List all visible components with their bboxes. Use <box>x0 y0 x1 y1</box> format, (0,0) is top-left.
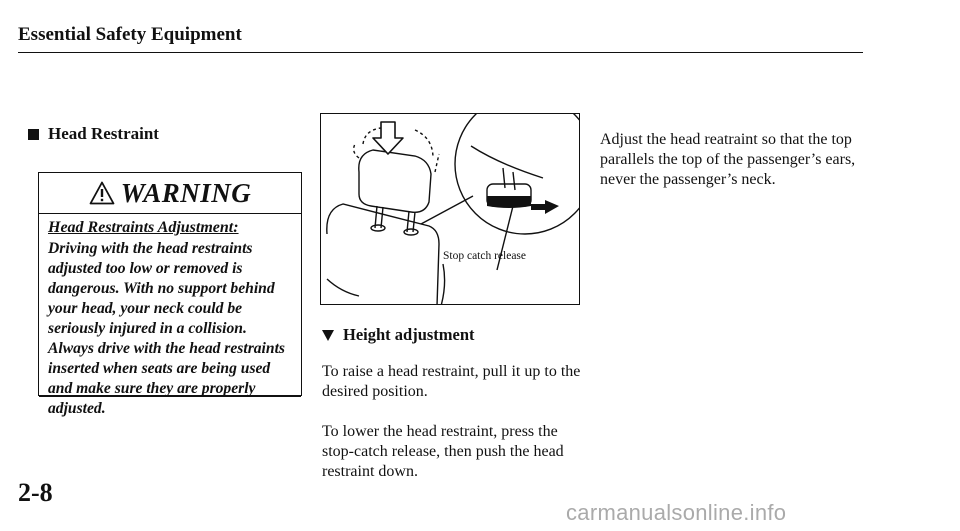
square-bullet-icon <box>28 129 39 140</box>
watermark: carmanualsonline.info <box>566 500 787 525</box>
warning-bottom-rule <box>39 396 301 397</box>
page-header-title: Essential Safety Equipment <box>18 24 242 45</box>
triangle-bullet-icon <box>322 330 334 341</box>
warning-text: Driving with the head restraints adjusted too low or removed is dangerous. With no support behind your head, your neck could be seriously injured in a collision. Always drive with the head restraints inserted when seats are being used and make sure they are properly adjusted. <box>48 240 285 417</box>
lower-instruction: To lower the head restraint, press the stop-catch release, then push the head restraint down. <box>322 423 564 480</box>
warning-triangle-icon <box>89 181 115 205</box>
warning-heading: Head Restraints Adjustment: <box>48 219 239 236</box>
head-restraint-illustration <box>320 113 580 305</box>
warning-title: WARNING <box>120 177 252 208</box>
height-adjustment-label: Height adjustment <box>343 325 475 344</box>
header-divider <box>18 52 863 53</box>
section-heading <box>18 124 159 144</box>
warning-title-row <box>39 173 301 214</box>
warning-box <box>38 172 302 417</box>
section-heading-label: Head Restraint <box>48 124 159 143</box>
head-restraint-drawing <box>321 114 580 305</box>
adjust-instruction: Adjust the head reatraint so that the top parallels the top of the passenger’s ears, never the passenger’s neck. <box>600 131 856 188</box>
stop-catch-release-label: Stop catch release <box>443 250 527 262</box>
height-adjustment-heading <box>322 325 475 345</box>
raise-instruction: To raise a head restraint, pull it up to the desired position. <box>322 363 581 400</box>
page-number: 2-8 <box>18 478 53 507</box>
